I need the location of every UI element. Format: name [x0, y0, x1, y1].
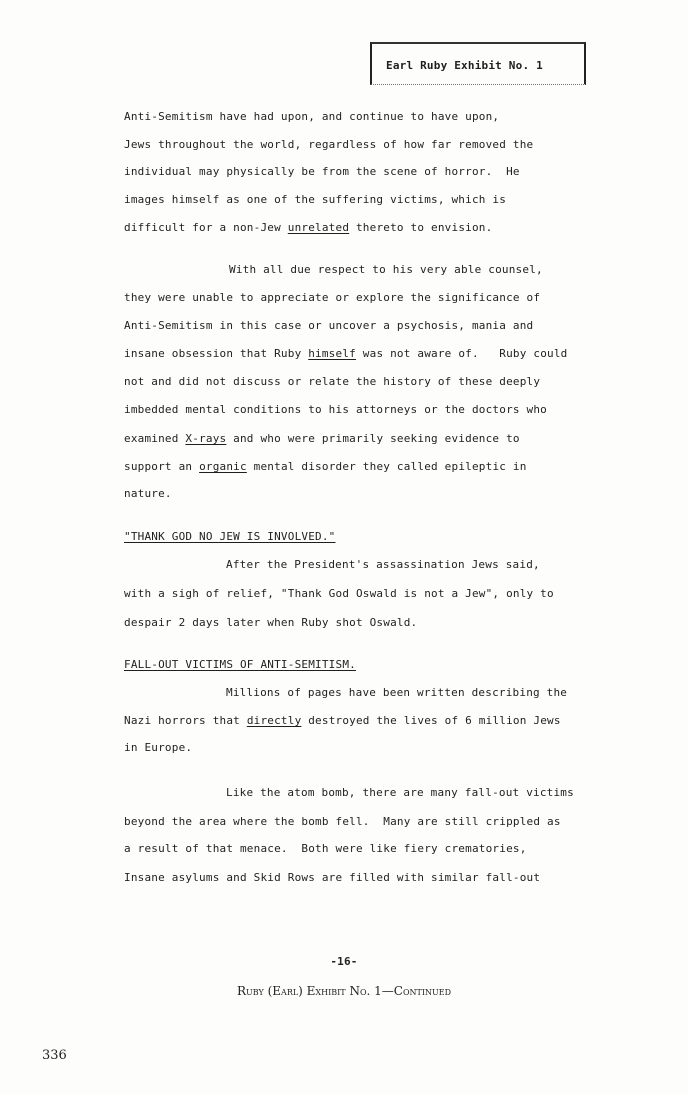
body-line: not and did not discuss or relate the history of these deeply	[124, 375, 541, 388]
body-line: a result of that menace. Both were like fiery crematories,	[124, 842, 527, 855]
body-line: Insane asylums and Skid Rows are filled with similar fall-out	[124, 871, 541, 884]
body-line: nature.	[124, 487, 172, 500]
body-line: After the President's assassination Jews said,	[226, 558, 540, 571]
body-line: Millions of pages have been written describing the	[226, 686, 568, 699]
typed-page-number: -16-	[330, 955, 358, 968]
body-line: individual may physically be from the scene of horror. He	[124, 165, 520, 178]
exhibit-label-box	[370, 42, 586, 85]
body-line: with a sigh of relief, "Thank God Oswald is not a Jew", only to	[124, 587, 554, 600]
body-line: they were unable to appreciate or explore the significance of	[124, 291, 541, 304]
body-line: insane obsession that Ruby himself was not aware of. Ruby could	[124, 347, 568, 360]
body-line: support an organic mental disorder they called epileptic in	[124, 460, 527, 473]
body-line: Anti-Semitism in this case or uncover a psychosis, mania and	[124, 319, 534, 332]
body-line: Anti-Semitism have had upon, and continue to have upon,	[124, 110, 500, 123]
section-heading: "THANK GOD NO JEW IS INVOLVED."	[124, 530, 336, 543]
body-line: despair 2 days later when Ruby shot Oswald.	[124, 616, 418, 629]
body-line: imbedded mental conditions to his attorneys or the doctors who	[124, 403, 547, 416]
printed-page-number: 336	[42, 1048, 67, 1063]
exhibit-label: Earl Ruby Exhibit No. 1	[386, 59, 543, 72]
body-line: Jews throughout the world, regardless of how far removed the	[124, 138, 534, 151]
body-line: in Europe.	[124, 741, 193, 754]
body-line: Nazi horrors that directly destroyed the lives of 6 million Jews	[124, 714, 561, 727]
body-line: images himself as one of the suffering victims, which is	[124, 193, 507, 206]
exhibit-caption: Ruby (Earl) Exhibit No. 1—Continued	[237, 984, 451, 998]
body-line: examined X-rays and who were primarily seeking evidence to	[124, 432, 520, 445]
body-line: Like the atom bomb, there are many fall-out victims	[226, 786, 574, 799]
body-line: difficult for a non-Jew unrelated thereto to envision.	[124, 221, 493, 234]
section-heading: FALL-OUT VICTIMS OF ANTI-SEMITISM.	[124, 658, 356, 671]
body-line: With all due respect to his very able counsel,	[229, 263, 543, 276]
body-line: beyond the area where the bomb fell. Many are still crippled as	[124, 815, 561, 828]
